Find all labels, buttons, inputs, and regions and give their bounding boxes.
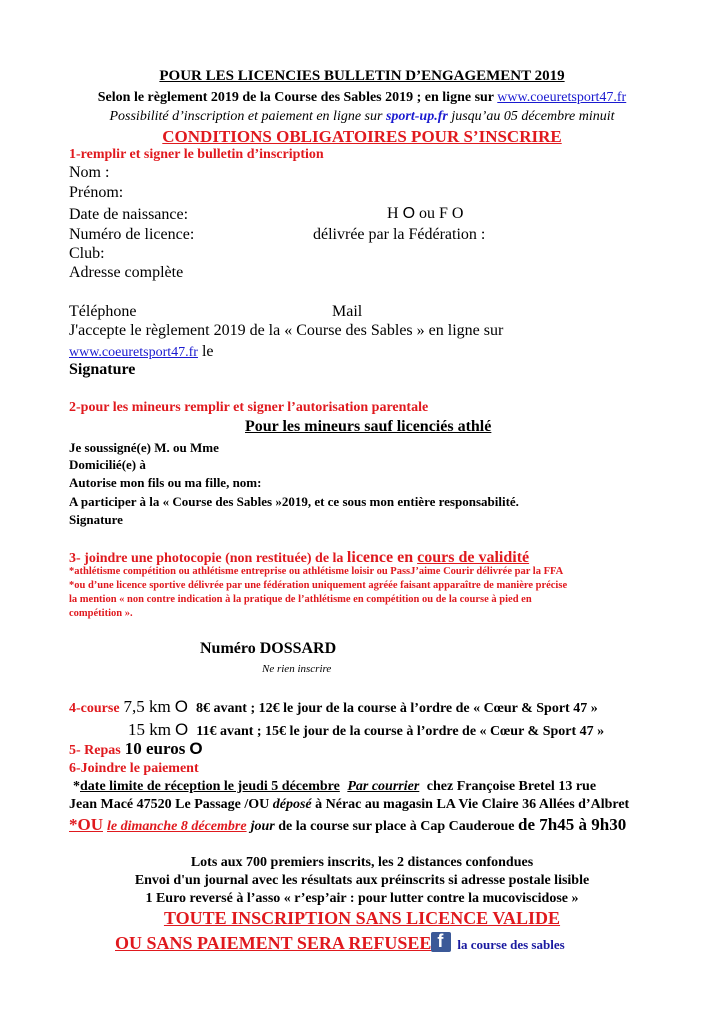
online-text: Possibilité d’inscription et paiement en ligne sur: [109, 109, 386, 124]
onsite-time: de 7h45 à 9h30: [518, 815, 627, 834]
postal-address-line2: [69, 797, 629, 813]
online-registration: [0, 109, 724, 125]
minors-subheading: Pour les mineurs sauf licenciés athlé: [245, 418, 492, 435]
meal-price: 10 euros: [124, 739, 186, 758]
licence-label: Numéro de licence:: [69, 226, 195, 243]
mail-label: Mail: [332, 303, 363, 320]
step3-heading: [69, 549, 529, 567]
sportup-link[interactable]: sport-up.fr: [385, 109, 448, 124]
postal-address-2c: à Nérac au magasin LA Vie Claire 36 Allées d’Albret: [311, 797, 630, 812]
warning-line-2-row: [115, 932, 565, 954]
sex-or-label: ou: [419, 205, 436, 222]
signature-label: Signature: [69, 361, 136, 378]
page-title: POUR LES LICENCIES BULLETIN D’ENGAGEMENT 2019: [159, 68, 565, 84]
parent-address: Domicilié(e) à: [69, 457, 146, 472]
jour-word: jour: [250, 819, 275, 834]
prenom-label: Prénom:: [69, 184, 124, 201]
step4-label: 4-course: [69, 701, 120, 716]
phone-label: Téléphone: [69, 303, 137, 320]
nom-label: Nom :: [69, 164, 110, 181]
sex-f-checkbox[interactable]: O: [451, 205, 464, 222]
sex-h-label: H: [387, 205, 399, 222]
step3-validity: cours de validité: [417, 549, 530, 566]
online-deadline: jusqu’au 05 décembre minuit: [447, 109, 615, 124]
warning-line-2: OU SANS PAIEMENT SERA REFUSEE: [115, 933, 432, 953]
step6-heading: 6-Joindre le paiement: [69, 761, 199, 776]
meal-checkbox[interactable]: O: [189, 739, 203, 758]
ou-star: *OU: [69, 815, 103, 834]
dossard-note: Ne rien inscrire: [262, 663, 332, 675]
course-option-1: [69, 697, 598, 717]
deadline-star: *: [73, 779, 80, 794]
licence-note-2: *ou d’une licence sportive délivrée par une fédération uniquement agréée faisant apparaître de manière précise: [69, 580, 568, 591]
subtitle-text: Selon le règlement 2019 de la Course des Sables 2019 ; en ligne sur: [97, 90, 498, 105]
step2-heading: 2-pour les mineurs remplir et signer l’autorisation parentale: [69, 400, 429, 415]
option2-checkbox[interactable]: O: [174, 720, 189, 739]
parent-signature: Signature: [69, 512, 123, 527]
course-option-2: [128, 720, 604, 740]
parent-name: Je soussigné(e) M. ou Mme: [69, 440, 219, 455]
facebook-page-name[interactable]: la course des sables: [457, 937, 565, 952]
sunday-date: le dimanche 8 décembre: [107, 819, 247, 834]
accept-suffix: le: [197, 343, 214, 360]
option1-distance: 7,5 km: [123, 697, 171, 716]
conditions-heading: CONDITIONS OBLIGATOIRES POUR S’INSCRIRE: [162, 127, 562, 146]
postal-address-2a: Jean Macé 47520 Le Passage /OU: [69, 797, 273, 812]
step1-heading: 1-remplir et signer le bulletin d’inscription: [69, 147, 324, 162]
deposit-word: déposé: [272, 797, 312, 812]
step5-label: 5- Repas: [69, 743, 121, 758]
option1-price: 8€ avant ; 12€ le jour de la course à l’ordre de « Cœur & Sport 47 »: [196, 701, 598, 716]
dossard-label: Numéro DOSSARD: [200, 640, 337, 657]
accept-rules: J'accepte le règlement 2019 de la « Course des Sables » en ligne sur: [69, 322, 504, 339]
child-name: Autorise mon fils ou ma fille, nom:: [69, 475, 262, 490]
step3-text: 3- joindre une photocopie (non restituée) de la: [69, 551, 347, 566]
postal-address-1: chez Françoise Bretel 13 rue: [426, 779, 597, 794]
subtitle: [0, 90, 724, 106]
federation-label: délivrée par la Fédération :: [313, 226, 486, 243]
dob-label: Date de naissance:: [69, 206, 189, 223]
sex-f-label: F: [439, 205, 448, 222]
licence-note-4: compétition ».: [69, 608, 133, 619]
option2-distance: 15 km: [128, 720, 171, 739]
club-label: Club:: [69, 245, 105, 262]
option2-price: 11€ avant ; 15€ le jour de la course à l’ordre de « Cœur & Sport 47 »: [196, 724, 605, 739]
meal-option: [69, 739, 203, 759]
licence-note-3: la mention « non contre indication à la pratique de l’athlétisme en compétition ou de la course à pied en: [69, 594, 532, 605]
courrier-text: Par courrier: [347, 779, 420, 794]
participation-consent: A participer à la « Course des Sables »2019, et ce sous mon entière responsabilité.: [69, 494, 519, 509]
onsite-text: de la course sur place à Cap Cauderoue: [274, 819, 519, 834]
website-link[interactable]: www.coeuretsport47.fr: [497, 90, 627, 105]
onsite-registration: [69, 815, 626, 835]
payment-deadline: [73, 779, 596, 795]
prizes-info: Lots aux 700 premiers inscrits, les 2 distances confondues: [190, 855, 534, 870]
licence-note-1: *athlétisme compétition ou athlétisme entreprise ou athlétisme loisir ou PassJ’aime Courir délivrée par la FFA: [69, 566, 564, 577]
accept-line2: [69, 343, 214, 361]
step3-licence: licence en: [346, 549, 418, 566]
facebook-icon[interactable]: [431, 932, 451, 952]
option1-checkbox[interactable]: O: [174, 697, 189, 716]
results-info: Envoi d'un journal avec les résultats aux préinscrits si adresse postale lisible: [134, 873, 590, 888]
sex-h-checkbox[interactable]: O: [402, 205, 416, 222]
warning-line-1: TOUTE INSCRIPTION SANS LICENCE VALIDE: [163, 908, 561, 928]
rules-link[interactable]: www.coeuretsport47.fr: [69, 345, 198, 360]
address-label: Adresse complète: [69, 264, 184, 281]
sex-choice: [387, 205, 463, 223]
charity-info: 1 Euro reversé à l’asso « r’esp’air : pour lutter contre la mucoviscidose »: [145, 891, 579, 906]
deadline-text: date limite de réception le jeudi 5 décembre: [80, 779, 340, 794]
